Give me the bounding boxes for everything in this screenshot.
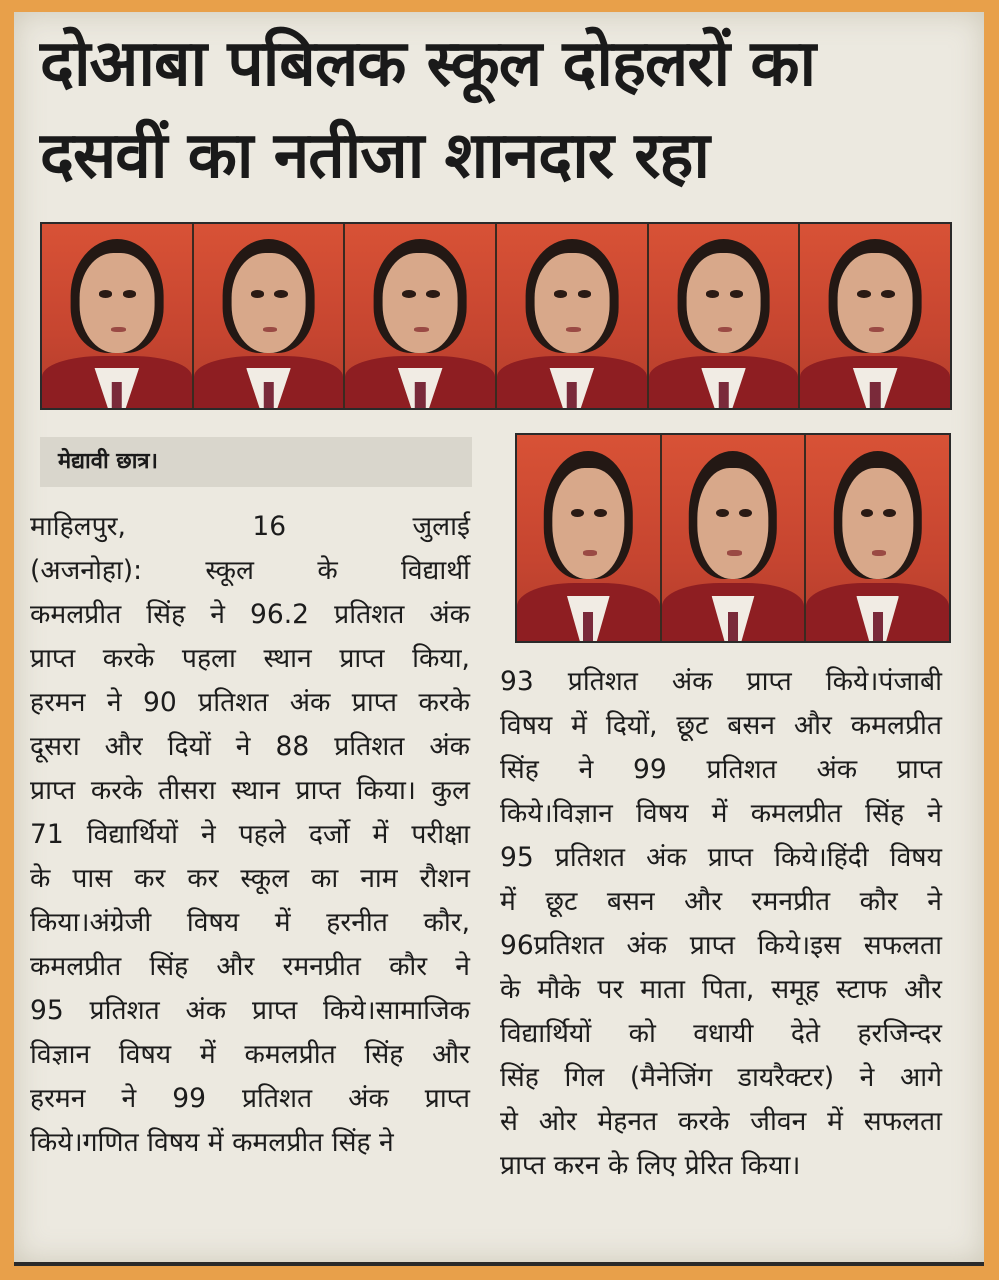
article-text-line: से ओर मेहनत करके जीवन में सफलता [500, 1106, 942, 1137]
article-text-line: किया।अंग्रेजी विषय में हरनीत कौर, [30, 907, 470, 938]
student-photo [517, 435, 662, 641]
student-photo [345, 224, 497, 408]
article-text-line: में छूट बसन और रमनप्रीत कौर ने [500, 886, 942, 917]
article-text-line: माहिलपुर, 16 जुलाई [30, 511, 470, 542]
article-text-line: के पास कर कर स्कूल का नाम रौशन [30, 863, 470, 894]
student-photo [497, 224, 649, 408]
article-text-line: 96प्रतिशत अंक प्राप्त किये।इस सफलता [500, 930, 942, 961]
article-text-line: किये।गणित विषय में कमलप्रीत सिंह ने [30, 1127, 394, 1158]
student-photo [800, 224, 950, 408]
article-body-right-column [500, 660, 942, 1188]
article-text-line: (अजनोहा): स्कूल के विद्यार्थी [30, 555, 470, 586]
article-text-line: 93 प्रतिशत अंक प्राप्त किये।पंजाबी [500, 666, 942, 697]
bottom-rule [14, 1262, 984, 1266]
article-body-left-column [30, 505, 470, 1165]
article-text-line: विद्यार्थियों को वधायी देते हरजिन्दर [500, 1018, 942, 1049]
article-text-line: विज्ञान विषय में कमलप्रीत सिंह और [30, 1039, 470, 1070]
student-photo [649, 224, 801, 408]
photo-caption: मेद्यावी छात्र। [40, 437, 472, 487]
article-text-line: प्राप्त करके पहला स्थान प्राप्त किया, [30, 643, 470, 674]
headline-line-2: दसवीं का नतीजा शानदार रहा [40, 119, 709, 193]
article-text-line: प्राप्त करन के लिए प्रेरित किया। [500, 1150, 801, 1181]
article-text-line: कमलप्रीत सिंह ने 96.2 प्रतिशत अंक [30, 599, 470, 630]
student-photo [42, 224, 194, 408]
article-text-line: 95 प्रतिशत अंक प्राप्त किये।सामाजिक [30, 995, 470, 1026]
article-text-line: कमलप्रीत सिंह और रमनप्रीत कौर ने [30, 951, 470, 982]
article-text-line: दूसरा और दियों ने 88 प्रतिशत अंक [30, 731, 470, 762]
headline-line-1: दोआबा पबिलक स्कूल दोहलरों का [40, 27, 816, 101]
article-text-line: विषय में दियों, छूट बसन और कमलप्रीत [500, 710, 942, 741]
article-text-line: 71 विद्यार्थियों ने पहले दर्जो में परीक्षा [30, 819, 470, 850]
headline [40, 18, 960, 202]
student-photos-row-1 [40, 222, 952, 410]
article-text-line: सिंह ने 99 प्रतिशत अंक प्राप्त [500, 754, 942, 785]
article-text-line: सिंह गिल (मैनेजिंग डायरैक्टर) ने आगे [500, 1062, 942, 1093]
student-photo [194, 224, 346, 408]
student-photo [662, 435, 807, 641]
article-text-line: 95 प्रतिशत अंक प्राप्त किये।हिंदी विषय [500, 842, 942, 873]
article-text-line: किये।विज्ञान विषय में कमलप्रीत सिंह ने [500, 798, 942, 829]
student-photos-row-2 [515, 433, 951, 643]
article-text-line: के मौके पर माता पिता, समूह स्टाफ और [500, 974, 942, 1005]
student-photo [806, 435, 949, 641]
article-text-line: हरमन ने 90 प्रतिशत अंक प्राप्त करके [30, 687, 470, 718]
article-text-line: हरमन ने 99 प्रतिशत अंक प्राप्त [30, 1083, 470, 1114]
article-text-line: प्राप्त करके तीसरा स्थान प्राप्त किया। कुल [30, 775, 470, 806]
